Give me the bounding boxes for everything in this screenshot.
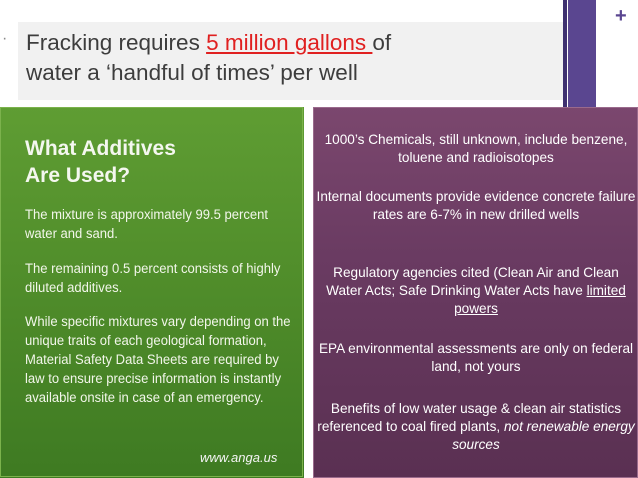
fact-epa: EPA environmental assessments are only on federal land, not yours: [318, 341, 634, 374]
additives-paragraph-1: The mixture is approximately 99.5 percent water and sand.: [25, 207, 269, 242]
additives-heading-line-1: What Additives: [25, 137, 176, 160]
title-text-start: Fracking requires: [26, 30, 207, 55]
additives-image-panel: [0, 107, 304, 478]
fact-regulatory-text: Regulatory agencies cited (Clean Air and Clean Water Acts; Safe Drinking Water Acts have: [326, 265, 619, 298]
facts-panel: [313, 107, 638, 478]
fact-benefits-emphasis: not renewable energy sources: [452, 419, 635, 452]
fact-concrete-failure: Internal documents provide evidence concrete failure rates are 6-7% in new drilled wells: [316, 189, 636, 222]
fact-benefits: [316, 400, 636, 454]
fact-chemicals: 1000’s Chemicals, still unknown, include benzene, toluene and radioisotopes: [324, 132, 628, 165]
plus-icon: +: [615, 5, 627, 27]
additives-heading: [25, 135, 295, 189]
title-bullet: ·: [2, 30, 8, 47]
limited-powers-link[interactable]: limited powers: [454, 283, 626, 316]
slide-title: [26, 28, 566, 88]
fact-benefits-text: Benefits of low water usage & clean air statistics referenced to coal fired plants,: [317, 401, 622, 434]
title-highlight: 5 million gallons: [206, 30, 373, 55]
fact-regulatory: [316, 264, 636, 318]
source-link[interactable]: www.anga.us: [200, 450, 278, 465]
title-line-2: water a ‘handful of times’ per well: [26, 60, 358, 85]
additives-heading-line-2: Are Used?: [25, 164, 131, 187]
additives-paragraph-3: While specific mixtures vary depending on the unique traits of each geological formation, Material Safety Data Sheets are required by law to ensure precise information is instantly available onsite in case of an emergency.: [25, 314, 291, 406]
title-text-end: of: [372, 30, 392, 55]
additives-paragraph-2: The remaining 0.5 percent consists of highly diluted additives.: [25, 261, 281, 296]
